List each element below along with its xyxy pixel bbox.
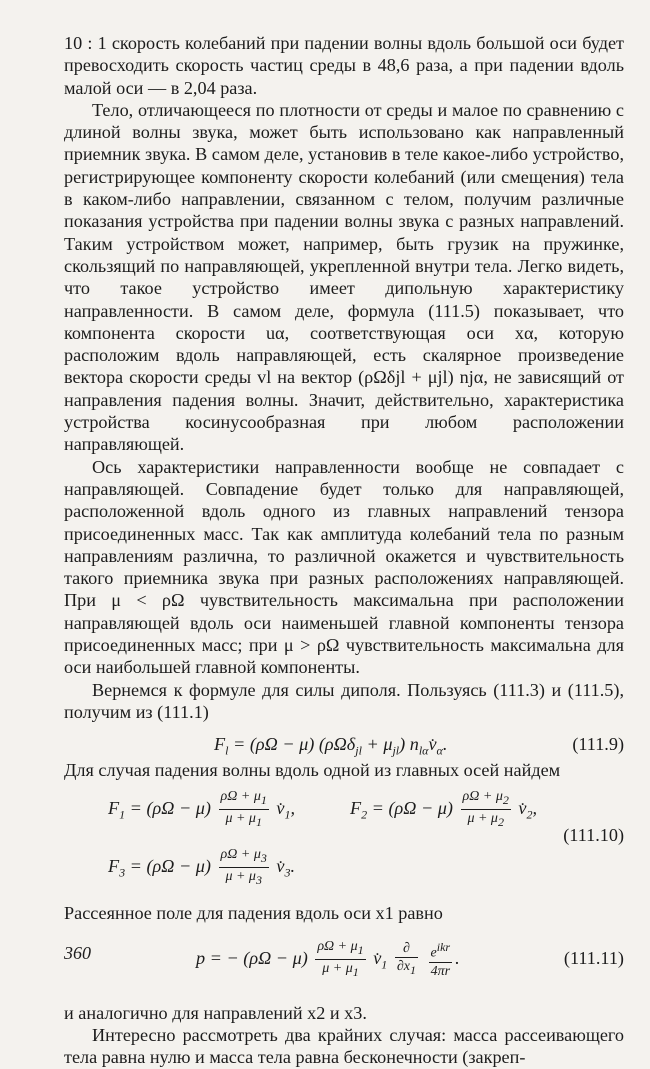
- paragraph-8: Интересно рассмотреть два крайних случая: масса рассеивающего тела равна нулю и масса тела равна бесконечности (закреп-: [64, 1025, 624, 1068]
- page-number: 360: [64, 943, 91, 963]
- paragraph-6: Рассеянное поле для падения вдоль оси x1 равно: [64, 902, 443, 923]
- equation-111-11: p = − (ρΩ − μ) $\frac{\rho\Omega + \mu_1}{\mu + \mu_1}$ $v̇_1$ $\frac{\partial}{\partial x_1}$ $\frac{e^{ikr}}{4\pi r}$ . (111.11): [64, 932, 624, 984]
- equation-111-9: $F_l = (\rho\Omega - \mu) (\rho\Omega\delta_{jl} + \mu_{jl})$ $n_{l\alpha}v̇_\alpha$. (111.9): [64, 729, 624, 759]
- page-body: [64, 32, 624, 1069]
- paragraph-1: 10 : 1 скорость колебаний при падении волны вдоль большой оси будет превосходить скорость частиц среды в 48,6 раза, а при падении вдоль малой оси — в 2,04 раза.: [64, 33, 624, 98]
- equation-number: (111.11): [563, 947, 624, 968]
- paragraph-7: и аналогично для направлений x2 и x3.: [64, 1002, 367, 1023]
- paragraph-5: Для случая падения волны вдоль одной из главных осей найдем: [64, 760, 561, 781]
- paragraph-4: Вернемся к формуле для силы диполя. Пользуясь (111.3) и (111.5), получим из (111.1): [64, 679, 624, 722]
- paragraph-2: Тело, отличающееся по плотности от среды и малое по сравнению с длиной волны звука, может быть использовано как направленный приемник звука. В самом деле, установив в теле какое-либо устройство, регистрирующее компоненту скорости колебаний (или смещения) тела в каком-либо направлении, связанном с телом, получим различные показания устройства при падении волны звука с разных направлений. Таким устройством может, например, быть грузик на пружинке, скользящий по направляющей, укрепленной внутри тела. Легко видеть, что такое устройство имеет дипольную характеристику направленности. В самом деле, формула (111.5) показывает, что компонента скорости uα, соответствующая оси xα, которую расположим вдоль направляющей, есть скалярное произведение вектора скорости среды vl на вектор (ρΩδjl + μjl) njα, не зависящий от направления падения волны. Значит, действительно, характеристика устройства косинусообразная при любом расположении направляющей.: [64, 99, 624, 455]
- paragraph-3: Ось характеристики направленности вообще не совпадает с направляющей. Совпадение будет только для направляющей, расположенной вдоль одного из главных направлений тензора присоединенных масс. Так как амплитуда колебаний тела по разным направлениям различна, то различной окажется и чувствительность такого приемника звука при разных расположениях направляющей. При μ < ρΩ чувствительность максимальна при расположении направляющей вдоль оси наименьшей главной компоненты тензора присоединенных масс; при μ > ρΩ чувствительность максимальна для оси наибольшей главной компоненты.: [64, 456, 624, 678]
- equation-number: (111.9): [572, 734, 624, 755]
- equation-number: (111.10): [563, 824, 624, 845]
- equation-111-10: $F_1 = (\rho\Omega - \mu)$ $\frac{\rho\Omega + \mu_1}{\mu + \mu_1}$ $v̇_1$, $F_2 = (\rho\Omega - \mu)$ $\frac{\rho\Omega + \mu_2}{\mu + \mu_2}$ $v̇_2$, (111.10) $F_3 = (\rho\Omega - \mu)$ $\frac{\rho\Omega + \mu_3}{\mu + \mu_3}$ $v̇_3$.: [108, 789, 624, 887]
